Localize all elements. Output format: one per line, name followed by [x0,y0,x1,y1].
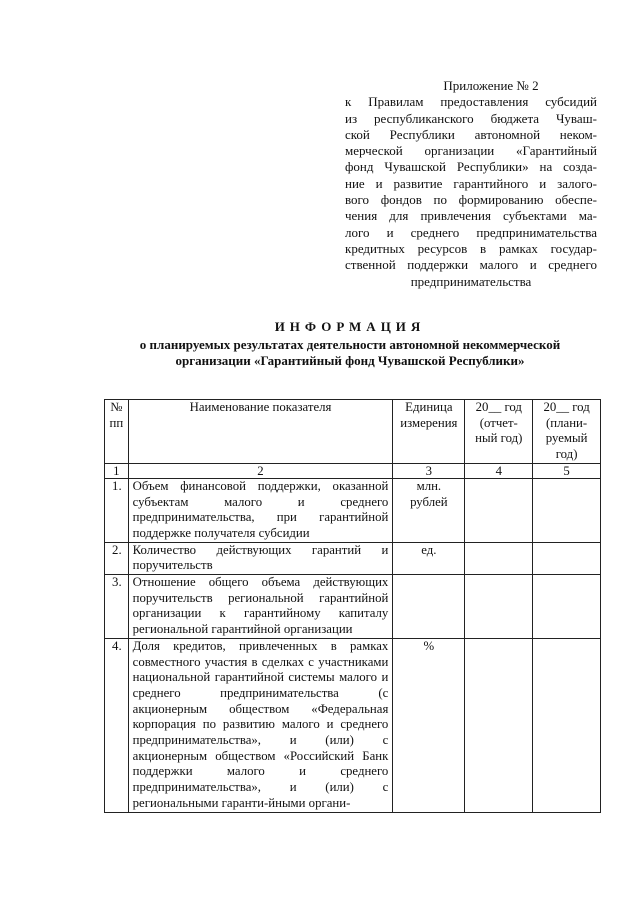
column-numbers-row [105,463,601,478]
value-plan-year [533,542,601,574]
header-name: Наименование показателя [128,400,393,464]
column-number: 2 [128,463,393,478]
column-number: 5 [533,463,601,478]
header-year-plan: 20__ год (плани-руемый год) [533,400,601,464]
appendix-line: фонд Чувашской Республики» на созда- [345,159,597,175]
indicator-unit: % [393,638,465,812]
indicator-unit: млн. рублей [393,478,465,542]
appendix-line: кредитных ресурсов в рамках государ- [345,240,597,256]
header-year-report: 20__ год (отчет-ный год) [465,400,533,464]
appendix-line: чения для привлечения субъектами ма- [345,208,597,224]
appendix-line: лого и среднего предпринимательства [345,224,597,240]
indicator-unit: ед. [393,542,465,574]
appendix-block [345,78,597,290]
value-plan-year [533,638,601,812]
appendix-line: ственной поддержки малого и среднего [345,257,597,273]
column-number: 4 [465,463,533,478]
value-report-year [465,638,533,812]
value-report-year [465,542,533,574]
value-plan-year [533,478,601,542]
row-number: 3. [105,575,129,639]
appendix-line: ние и развитие гарантийного и залого- [345,175,597,191]
value-report-year [465,478,533,542]
appendix-line: к Правилам предоставления субсидий [345,94,597,110]
column-number: 3 [393,463,465,478]
document-subtitle-line2: организации «Гарантийный фонд Чувашской Республики» [175,353,525,368]
appendix-line: из республиканского бюджета Чуваш- [345,110,597,126]
value-report-year [465,575,533,639]
indicator-name: Доля кредитов, привлеченных в рамках совместного участия в сделках с участниками национальной гарантийной системы малого и среднего предпринимательства (с акционерным обществом «Федеральная корпорация по развитию малого и среднего предпринимательства», и (или) с акционерным обществом «Российский Банк поддержки малого и среднего предпринимательства», и (или) с региональными гаранти-йными органи- [128,638,393,812]
indicator-name: Отношение общего объема действующих поручительств региональной гарантийной организации к гарантийному капиталу региональной гарантийной организации [128,575,393,639]
indicator-unit [393,575,465,639]
indicator-name: Объем финансовой поддержки, оказанной субъектам малого и среднего предпринимательства, при гарантийной поддержке получателя субсидии [128,478,393,542]
header-num: № пп [105,400,129,464]
header-unit: Единица измерения [393,400,465,464]
row-number: 1. [105,478,129,542]
column-number: 1 [105,463,129,478]
row-number: 2. [105,542,129,574]
table-row [105,638,601,812]
document-subtitle-line1: о планируемых результатах деятельности автономной некоммерческой [139,337,561,352]
table-row [105,542,601,574]
value-plan-year [533,575,601,639]
indicator-name: Количество действующих гарантий и поручительств [128,542,393,574]
appendix-line: мерческой организации «Гарантийный [345,143,597,159]
appendix-title: Приложение № 2 [443,78,539,93]
appendix-line: вого фондов по формированию обеспе- [345,192,597,208]
row-number: 4. [105,638,129,812]
table-header-row [105,400,601,464]
appendix-line: ской Республики автономной неком- [345,126,597,142]
table-row [105,478,601,542]
indicators-table [104,399,601,813]
table-row [105,575,601,639]
document-title: ИНФОРМАЦИЯ [274,319,426,334]
appendix-last-line: предпринимательства [410,273,532,289]
